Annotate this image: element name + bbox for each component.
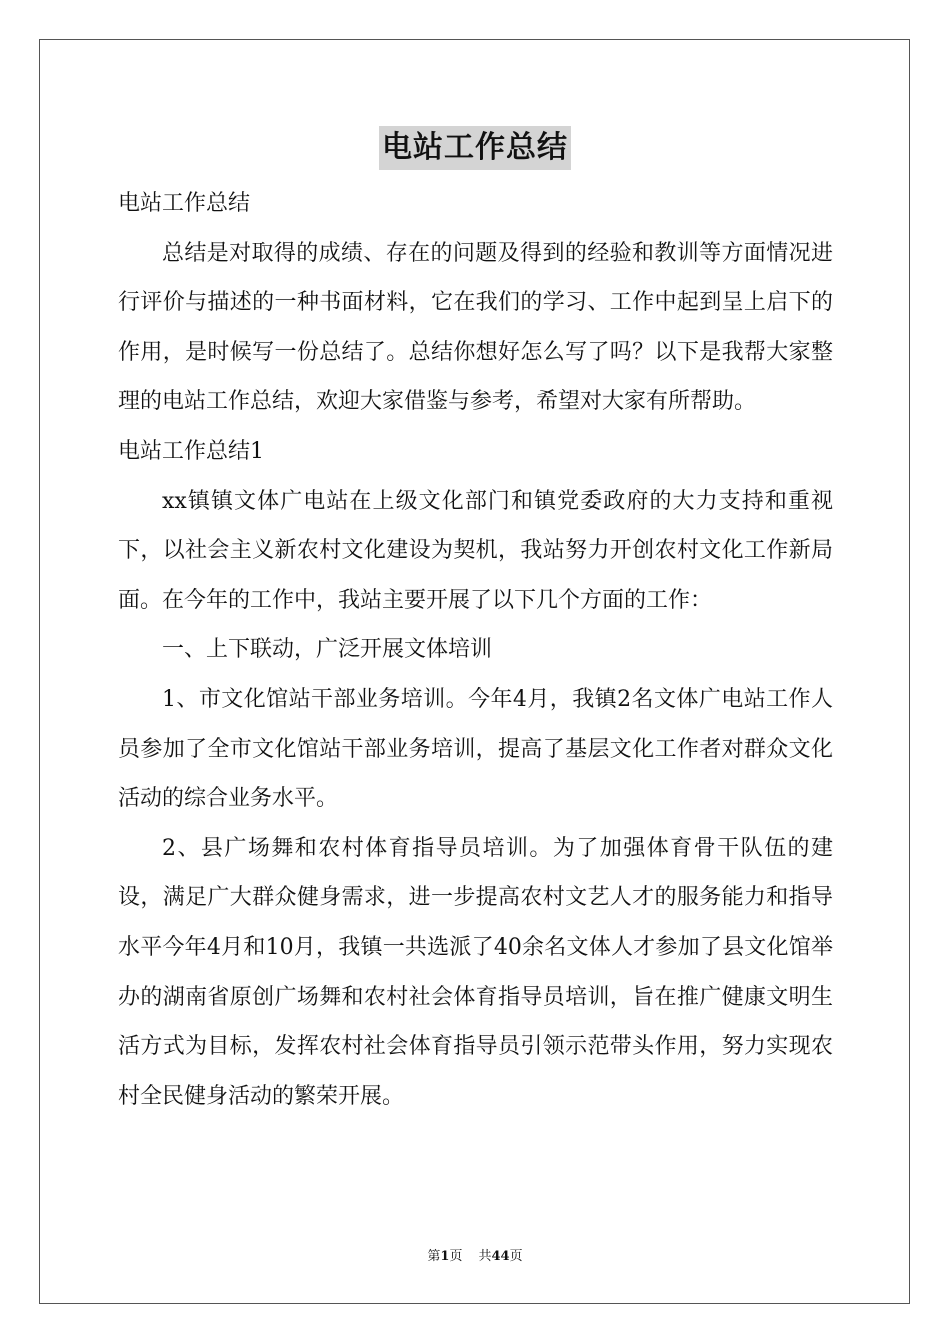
- page-prefix: 第: [427, 1249, 441, 1264]
- paragraph-item-1: 1、市文化馆站干部业务培训。今年4月，我镇2名文体广电站工作人员参加了全市文化馆站干部业务培训，提高了基层文化工作者对群众文化活动的综合业务水平。: [118, 686, 833, 812]
- paragraph-section-title: 电站工作总结1: [118, 438, 264, 464]
- total-suffix: 页: [509, 1249, 523, 1264]
- paragraph-heading: 电站工作总结: [118, 191, 251, 216]
- document-body: [118, 179, 833, 1121]
- paragraph-overview: xx镇镇文体广电站在上级文化部门和镇党委政府的大力支持和重视下，以社会主义新农村文化建设为契机，我站努力开创农村文化工作新局面。在今年的工作中，我站主要开展了以下几个方面的工作：: [118, 488, 833, 613]
- paragraph-subheading: 一、上下联动，广泛开展文体培训: [162, 637, 493, 663]
- paragraph-item-2: 2、县广场舞和农村体育指导员培训。为了加强体育骨干队伍的建设，满足广大群众健身需求，进一步提高农村文艺人才的服务能力和指导水平今年4月和10月，我镇一共选派了40余名文体人才参加了县文化馆举办的湖南省原创广场舞和农村社会体育指导员培训，旨在推广健康文明生活方式为目标，发挥农村社会体育指导员引领示范带头作用，努力实现农村全民健身活动的繁荣开展。: [118, 835, 833, 1109]
- page-suffix: 页: [449, 1249, 463, 1264]
- page-footer: [0, 1247, 950, 1267]
- title-area: [0, 126, 950, 170]
- document-title: 电站工作总结: [379, 126, 571, 170]
- total-prefix: 共: [478, 1249, 492, 1264]
- paragraph-intro: 总结是对取得的成绩、存在的问题及得到的经验和教训等方面情况进行评价与描述的一种书面材料，它在我们的学习、工作中起到呈上启下的作用，是时候写一份总结了。总结你想好怎么写了吗？以下是我帮大家整理的电站工作总结，欢迎大家借鉴与参考，希望对大家有所帮助。: [118, 240, 833, 415]
- total-pages: 44: [491, 1249, 510, 1264]
- page-number: 1: [440, 1249, 450, 1264]
